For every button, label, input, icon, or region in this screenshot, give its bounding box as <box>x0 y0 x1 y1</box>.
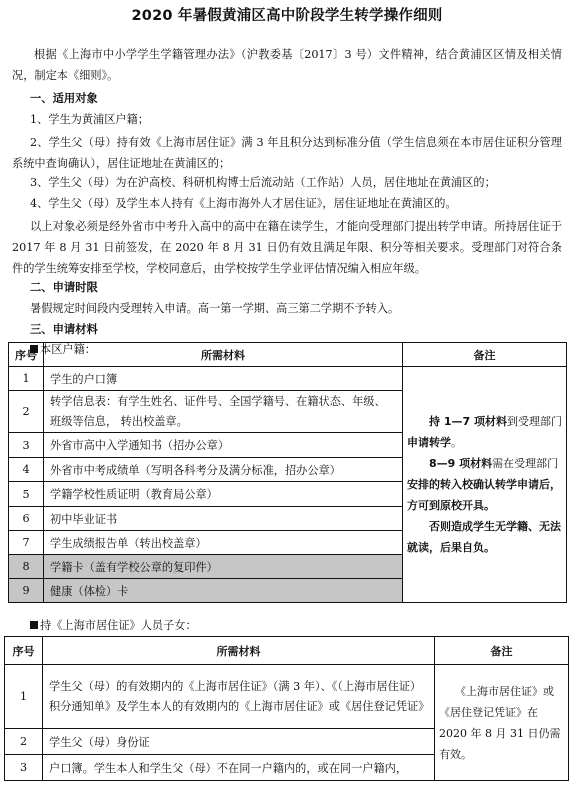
table-header-row <box>9 343 567 367</box>
column-header-note: 备注 <box>403 343 567 367</box>
row-number: 3 <box>9 433 44 458</box>
deadline-text: 暑假规定时间段内受理转入申请。高一第一学期、高三第二学期不予转入。 <box>30 302 400 315</box>
section-heading-deadline: 二、申请时限 <box>30 281 98 294</box>
row-number: 2 <box>5 729 43 755</box>
column-header-material: 所需材料 <box>44 343 403 367</box>
note-bold-warning: 否则造成学生无学籍、无法就读，后果自负。 <box>407 520 561 554</box>
column-header-no: 序号 <box>5 637 43 665</box>
row-number: 4 <box>9 458 44 482</box>
note-text-1-end: 。 <box>451 436 462 449</box>
table1-caption: 本区户籍： <box>30 341 96 357</box>
note-bold-confirm: 安排的转入校确认转学申请后，方可到原校开具。 <box>407 478 561 512</box>
section-heading-materials: 三、申请材料 <box>30 323 98 336</box>
row-material: 学籍卡（盖有学校公章的复印件） <box>44 555 403 579</box>
table1-note-cell <box>403 367 567 603</box>
scope-item-1: 1、学生为黄浦区户籍； <box>30 113 149 126</box>
scope-item-4: 4、学生父（母）及学生本人持有《上海市海外人才居住证》，居住证地址在黄浦区的。 <box>30 197 457 210</box>
column-header-note: 备注 <box>435 637 569 665</box>
row-material: 转学信息表：有学生姓名、证件号、全国学籍号、在籍状态、年级、班级等信息， 转出校盖章。 <box>44 391 403 433</box>
table-header-row <box>5 637 569 665</box>
row-material: 初中毕业证书 <box>44 507 403 531</box>
row-material: 学籍学校性质证明（教育局公章） <box>44 482 403 507</box>
row-number: 6 <box>9 507 44 531</box>
table-row <box>9 367 567 391</box>
row-number: 8 <box>9 555 44 579</box>
square-bullet-icon <box>30 621 38 629</box>
table2-caption: 持《上海市居住证》人员子女： <box>30 617 197 633</box>
row-number: 9 <box>9 579 44 603</box>
scope-item-3: 3、学生父（母）为在沪高校、科研机构博士后流动站（工作站）人员，居住地址在黄浦区的； <box>30 176 496 189</box>
local-hukou-materials-table <box>8 342 567 603</box>
note-text-1: 到受理部门 <box>506 415 562 428</box>
table-row <box>5 665 569 729</box>
column-header-no: 序号 <box>9 343 44 367</box>
row-material: 外省市中考成绩单（写明各科考分及满分标准，招办公章） <box>44 458 403 482</box>
row-material: 外省市高中入学通知书（招办公章） <box>44 433 403 458</box>
residence-permit-materials-table <box>4 636 569 781</box>
row-material: 学生成绩报告单（转出校盖章） <box>44 531 403 555</box>
scope-conditions-paragraph: 以上对象必须是经外省市中考升入高中的高中在籍在读学生，才能向受理部门提出转学申请。所持居住证于 2017 年 8 月 31 日前签发，在 2020 年 8 月 31 日仍有效且满足年限、积分等相关要求。受理部门对符合条件的学生统筹安排至学校，学校同意后，由学校按学生学业评估情况编入相应年级。 <box>12 220 562 275</box>
row-number: 5 <box>9 482 44 507</box>
note-bold-apply: 申请转学 <box>407 436 451 449</box>
section-heading-scope: 一、适用对象 <box>30 92 98 105</box>
row-number: 3 <box>5 755 43 781</box>
row-number: 1 <box>9 367 44 391</box>
row-material: 学生父（母）的有效期内的《上海市居住证》（满 3 年）、《（上海市居住证）积分通知单》及学生本人的有效期内的《上海市居住证》或《居住登记凭证》 <box>43 665 435 729</box>
row-number: 7 <box>9 531 44 555</box>
scope-item-2: 2、学生父（母）持有效《上海市居住证》满 3 年且积分达到标准分值（学生信息须在本市居住证积分管理系统中查询确认），居住证地址在黄浦区的； <box>12 136 562 170</box>
row-material: 学生的户口簿 <box>44 367 403 391</box>
row-material: 户口簿。学生本人和学生父（母）不在同一户籍内的，或在同一户籍内， <box>43 755 435 781</box>
row-number: 1 <box>5 665 43 729</box>
row-material: 学生父（母）身份证 <box>43 729 435 755</box>
column-header-material: 所需材料 <box>43 637 435 665</box>
note-bold-items-1-7: 持 1—7 项材料 <box>429 415 507 428</box>
page-title: 2020 年暑假黄浦区高中阶段学生转学操作细则 <box>131 8 443 24</box>
intro-paragraph: 根据《上海市中小学学生学籍管理办法》（沪教委基〔2017〕3 号）文件精神，结合黄浦区区情及相关情况，制定本《细则》。 <box>12 48 562 82</box>
table2-note-cell: 《上海市居住证》或《居住登记凭证》在 2020 年 8 月 31 日仍需有效。 <box>435 665 569 781</box>
row-number: 2 <box>9 391 44 433</box>
row-material: 健康（体检）卡 <box>44 579 403 603</box>
note-text-2: 需在受理部门 <box>492 457 559 470</box>
note-bold-items-8-9: 8—9 项材料 <box>429 457 493 470</box>
